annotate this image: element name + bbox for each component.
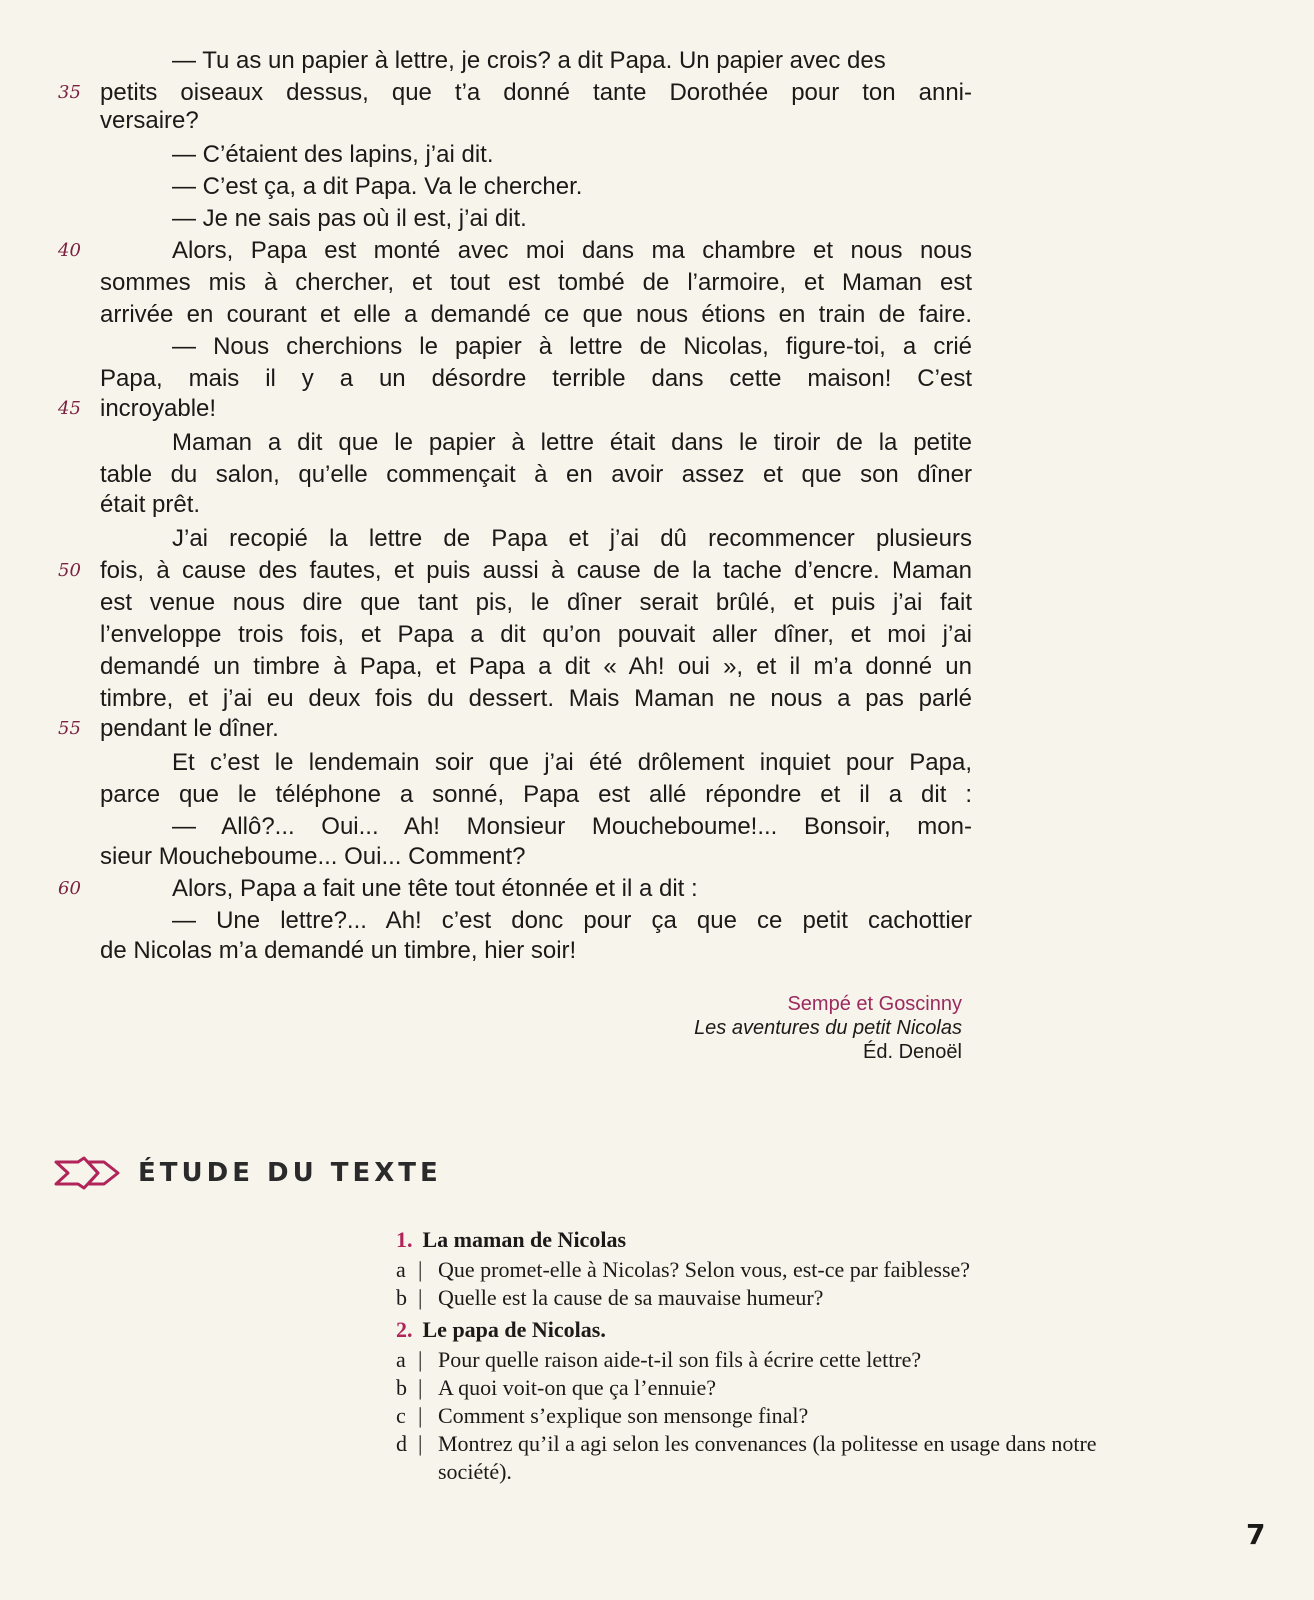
text-line: arrivée en courant et elle a demandé ce que nous étions en train de faire. xyxy=(100,301,972,328)
text-line: Et c’est le lendemain soir que j’ai été drôlement inquiet pour Papa, xyxy=(172,749,972,776)
text-line: — Tu as un papier à lettre, je crois? a dit Papa. Un papier avec des xyxy=(172,47,886,74)
text-line: — Allô?... Oui... Ah! Monsieur Moucheboume!... Bonsoir, mon- xyxy=(172,813,972,840)
line-number: 35 xyxy=(58,82,81,103)
credit-book-title: Les aventures du petit Nicolas xyxy=(694,1017,962,1039)
text-line: timbre, et j’ai eu deux fois du dessert. Mais Maman ne nous a pas parlé xyxy=(100,685,972,712)
line-number: 40 xyxy=(58,240,81,261)
question-letter: a xyxy=(396,1257,406,1282)
section-title: ÉTUDE DU TEXTE xyxy=(138,1158,442,1188)
text-line: parce que le téléphone a sonné, Papa est allé répondre et il a dit : xyxy=(100,781,972,808)
text-line: fois, à cause des fautes, et puis aussi à cause de la tache d’encre. Maman xyxy=(100,557,972,584)
question-heading-text: La maman de Nicolas xyxy=(422,1227,626,1252)
line-number: 60 xyxy=(58,878,81,899)
text-line: pendant le dîner. xyxy=(100,715,279,742)
question-letter: c xyxy=(396,1403,406,1428)
line-number: 50 xyxy=(58,560,81,581)
section-heading xyxy=(54,1156,442,1190)
question-item: a | Pour quelle raison aide-t-il son fils à écrire cette lettre? xyxy=(396,1347,922,1372)
text-line: — C’étaient des lapins, j’ai dit. xyxy=(172,141,494,168)
question-text: Que promet-elle à Nicolas? Selon vous, est-ce par faiblesse? xyxy=(438,1257,971,1282)
question-text: Montrez qu’il a agi selon les convenances (la politesse en usage dans notre xyxy=(438,1431,1097,1456)
text-line: Alors, Papa a fait une tête tout étonnée et il a dit : xyxy=(172,875,698,902)
text-line: est venue nous dire que tant pis, le dîner serait brûlé, et puis j’ai fait xyxy=(100,589,972,616)
text-line: Maman a dit que le papier à lettre était dans le tiroir de la petite xyxy=(172,429,972,456)
text-line: — C’est ça, a dit Papa. Va le chercher. xyxy=(172,173,583,200)
text-line: versaire? xyxy=(100,107,199,134)
text-line: sommes mis à chercher, et tout est tombé de l’armoire, et Maman est xyxy=(100,269,972,296)
question-heading xyxy=(396,1226,626,1254)
text-line: Papa, mais il y a un désordre terrible dans cette maison! C’est xyxy=(100,365,972,392)
question-item: a | Que promet-elle à Nicolas? Selon vous, est-ce par faiblesse? xyxy=(396,1257,971,1282)
question-number: 2. xyxy=(396,1317,413,1342)
text-line: petits oiseaux dessus, que t’a donné tante Dorothée pour ton anni- xyxy=(100,79,972,106)
question-letter: a xyxy=(396,1347,406,1372)
text-line: était prêt. xyxy=(100,491,201,518)
question-text: Comment s’explique son mensonge final? xyxy=(438,1403,809,1428)
text-line: — Une lettre?... Ah! c’est donc pour ça que ce petit cachottier xyxy=(172,907,972,934)
question-letter: d xyxy=(396,1431,407,1456)
question-text: Pour quelle raison aide-t-il son fils à écrire cette lettre? xyxy=(438,1347,922,1372)
question-text: Quelle est la cause de sa mauvaise humeur? xyxy=(438,1285,824,1310)
question-heading-text: Le papa de Nicolas. xyxy=(422,1317,606,1342)
text-line: — Nous cherchions le papier à lettre de Nicolas, figure-toi, a crié xyxy=(172,333,972,360)
text-line: incroyable! xyxy=(100,395,217,422)
text-line: table du salon, qu’elle commençait à en avoir assez et que son dîner xyxy=(100,461,972,488)
question-letter: b xyxy=(396,1285,407,1310)
question-text: A quoi voit-on que ça l’ennuie? xyxy=(438,1375,716,1400)
text-line: l’enveloppe trois fois, et Papa a dit qu’on pouvait aller dîner, et moi j’ai xyxy=(100,621,972,648)
question-number: 1. xyxy=(396,1227,413,1252)
text-line: de Nicolas m’a demandé un timbre, hier soir! xyxy=(100,937,577,964)
question-item: b | A quoi voit-on que ça l’ennuie? xyxy=(396,1375,716,1400)
question-item: b | Quelle est la cause de sa mauvaise humeur? xyxy=(396,1285,824,1310)
question-item: c | Comment s’explique son mensonge final? xyxy=(396,1403,809,1428)
text-line: — Je ne sais pas où il est, j’ai dit. xyxy=(172,205,527,232)
credit-publisher: Éd. Denoël xyxy=(863,1041,962,1063)
page-number: 7 xyxy=(1246,1518,1266,1551)
line-number: 45 xyxy=(58,398,81,419)
line-number: 55 xyxy=(58,718,81,739)
double-arrow-icon xyxy=(54,1156,120,1190)
question-text-continued: société). xyxy=(438,1459,512,1484)
credit-authors: Sempé et Goscinny xyxy=(787,993,962,1015)
text-line: sieur Moucheboume... Oui... Comment? xyxy=(100,843,526,870)
text-line: Alors, Papa est monté avec moi dans ma chambre et nous nous xyxy=(172,237,972,264)
question-letter: b xyxy=(396,1375,407,1400)
text-line: demandé un timbre à Papa, et Papa a dit « Ah! oui », et il m’a donné un xyxy=(100,653,972,680)
question-heading xyxy=(396,1316,606,1344)
text-line: J’ai recopié la lettre de Papa et j’ai dû recommencer plusieurs xyxy=(172,525,972,552)
question-item: d | Montrez qu’il a agi selon les convenances (la politesse en usage dans notre xyxy=(396,1431,1097,1456)
